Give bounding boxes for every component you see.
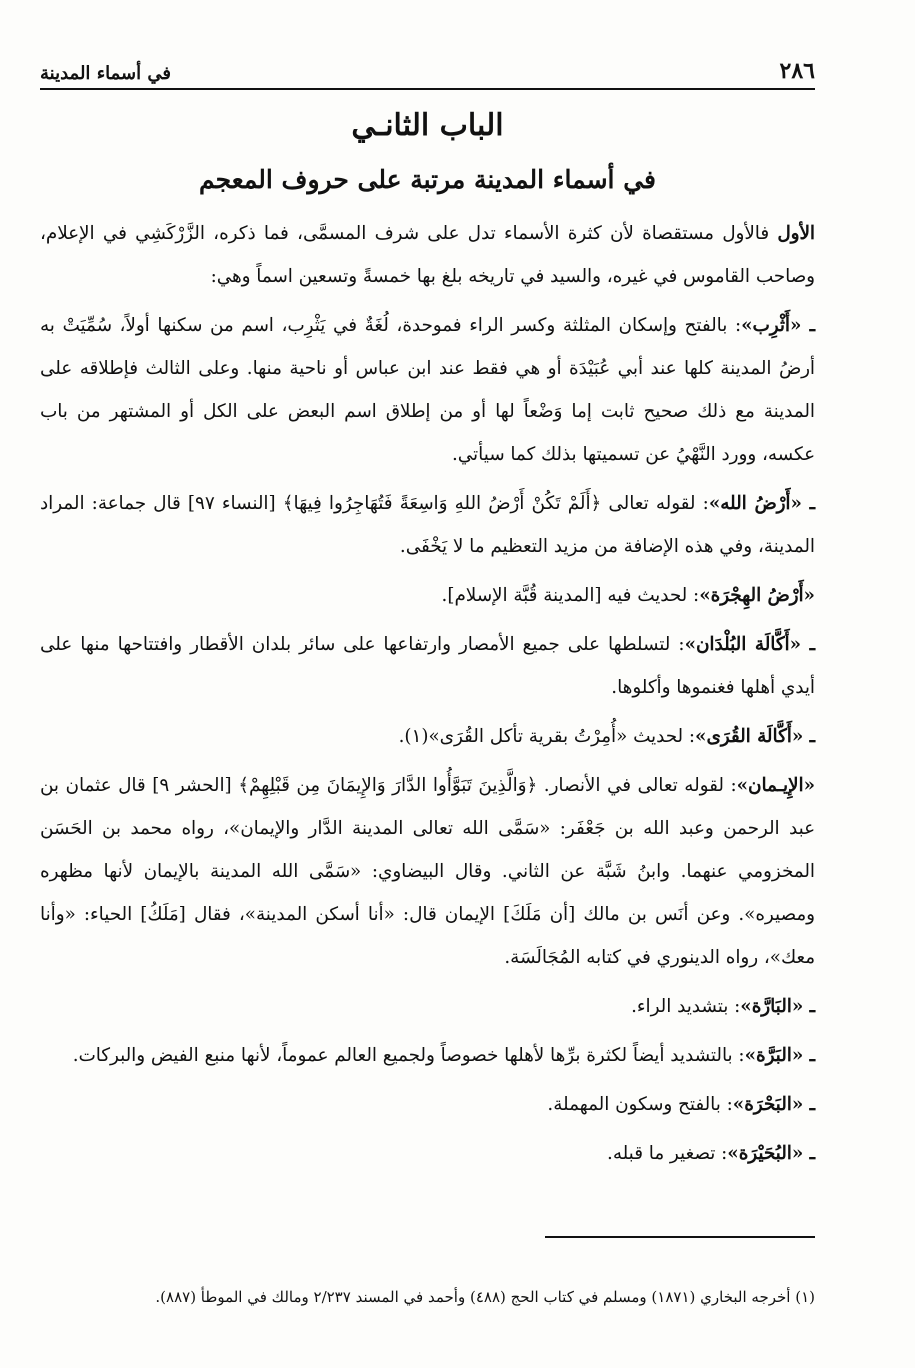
paragraph — [40, 1083, 815, 1126]
footnote: (١) أخرجه البخاري (١٨٧١) ومسلم في كتاب الحج (٤٨٨) وأحمد في المسند ٢/٢٣٧ ومالك في الموطأ (٨٨٧). — [155, 1288, 815, 1306]
body-text — [40, 212, 815, 1181]
paragraph — [40, 212, 815, 298]
paragraph — [40, 623, 815, 709]
entry-term: الأول — [777, 223, 815, 244]
entry-term: ـ «أَكَّالَة البُلْدَان» — [684, 634, 815, 655]
entry-text: : لحديث فيه [المدينة قُبَّة الإسلام]. — [441, 585, 700, 606]
footnote-divider — [545, 1236, 815, 1238]
paragraph — [40, 764, 815, 979]
paragraph — [40, 985, 815, 1028]
entry-term: ـ «البَحْرَة» — [732, 1094, 815, 1115]
entry-term: ـ «أَرْضُ الله» — [708, 493, 815, 514]
entry-text: : لقوله تعالى ﴿أَلَمْ تَكُنْ أَرْضُ اللهِ وَاسِعَةً فَتُهَاجِرُوا فِيهَا﴾ [النساء ٩٧] قال جماعة: المراد المدينة، وفي هذه الإضافة من مزيد التعظيم ما لا يَخْفَى. — [40, 493, 815, 557]
entry-term: ـ «أَثْرِب» — [741, 315, 815, 336]
entry-term: ـ «أَكَّالَة القُرَى» — [695, 726, 815, 747]
entry-text: : تصغير ما قبله. — [607, 1143, 728, 1164]
entry-text: : بالفتح وسكون المهملة. — [547, 1094, 733, 1115]
entry-text: : بالتشديد أيضاً لكثرة برِّها لأهلها خصوصاً ولجميع العالم عموماً، لأنها منبع الفيض والبركات. — [72, 1045, 745, 1066]
entry-text: : بتشديد الراء. — [631, 996, 741, 1017]
chapter-title: الباب الثانـي — [351, 108, 504, 143]
paragraph — [40, 1034, 815, 1077]
paragraph — [40, 304, 815, 476]
paragraph — [40, 1132, 815, 1175]
entry-term: ـ «البَرَّة» — [744, 1045, 815, 1066]
chapter-subtitle: في أسماء المدينة مرتبة على حروف المعجم — [199, 165, 656, 194]
paragraph — [40, 574, 815, 617]
paragraph — [40, 482, 815, 568]
entry-term: «أَرْضُ الهِجْرَة» — [699, 585, 815, 606]
entry-text: فالأول مستقصاة لأن كثرة الأسماء تدل على شرف المسمَّى، فما ذكره، الزَّرْكَشِي في الإعلام، وصاحب القاموس في غيره، والسيد في تاريخه بلغ بها خمسةً وتسعين اسماً وهي: — [40, 223, 815, 287]
entry-term: ـ «البَارَّة» — [740, 996, 815, 1017]
paragraph — [40, 715, 815, 758]
entry-text: : لتسلطها على جميع الأمصار وارتفاعها على سائر بلدان الأقطار وافتتاحها منها على أيدي أهلها فغنموها وأكلوها. — [40, 634, 815, 698]
running-title: في أسماء المدينة — [40, 63, 172, 84]
entry-term: ـ «البُحَيْرَة» — [727, 1143, 815, 1164]
page-number: ٢٨٦ — [779, 58, 815, 84]
page-header — [40, 48, 815, 90]
entry-text: : بالفتح وإسكان المثلثة وكسر الراء فموحدة، لُغَةٌ في يَثْرِب، اسم من سكنها أولاً، سُمِّيَتْ به أرضُ المدينة كلها عند أبي عُبَيْدَة أو هي فقط عند ابن عباس أو ناحية منها. وعلى الثالث فإطلاقه على المدينة مع ذلك صحيح ثابت إما وَضْعاً لها أو من إطلاق اسم البعض على الكل أو المشتهر من باب عكسه، وورد النَّهْيُ عن تسميتها بذلك كما سيأتي. — [40, 315, 815, 465]
entry-term: «الإِيـمان» — [736, 775, 815, 796]
entry-text: : لحديث «أُمِرْتُ بقرية تأكل القُرَى»(١). — [398, 726, 696, 747]
entry-text: : لقوله تعالى في الأنصار. ﴿وَالَّذِينَ تَبَوَّأُوا الدَّارَ وَالإِيمَانَ مِن قَبْلِهِمْ﴾ [الحشر ٩] قال عثمان بن عبد الرحمن وعبد الله بن جَعْفَر: «سَمَّى الله تعالى المدينة الدَّار والإيمان»، رواه محمد بن الحَسَن المخزومي عنهما. وابنُ شَبَّة عن الثاني. وقال البيضاوي: «سَمَّى الله المدينة بالإيمان لأنها مظهره ومصيره». وعن أنَس بن مالك [أن مَلَكَ] الإيمان قال: «أنا أسكن المدينة»، فقال [مَلَكُ] الحياء: «وأنا معك»، رواه الدينوري في كتابه المُجَالَسَة. — [40, 775, 815, 968]
